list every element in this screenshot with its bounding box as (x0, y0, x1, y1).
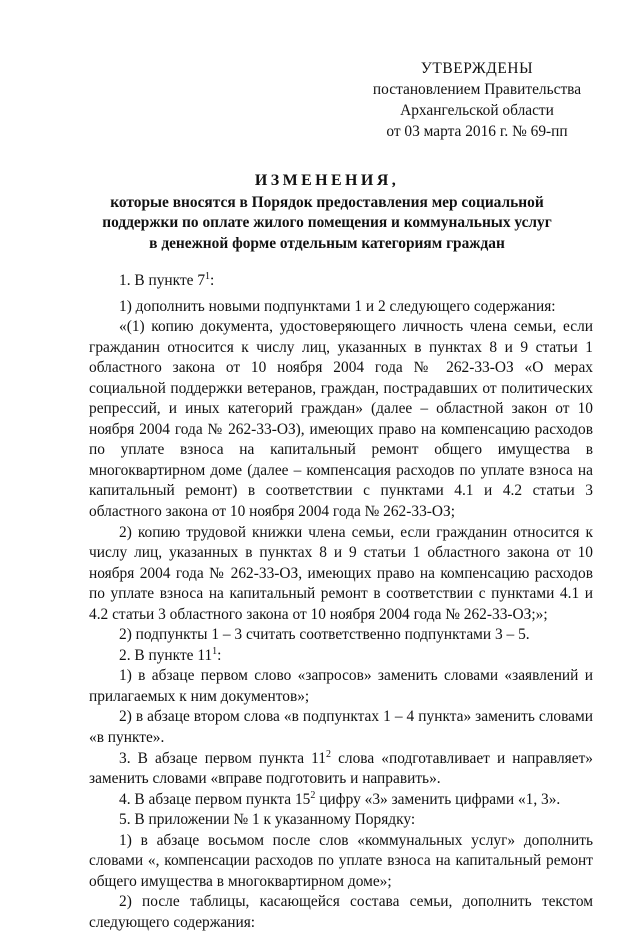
title-main: ИЗМЕНЕНИЯ, (254, 172, 400, 189)
item-2-sup: 1 (212, 645, 218, 657)
document-body (89, 271, 593, 934)
approval-line-1: постановлением Правительства (372, 81, 582, 98)
item-3-after: слова «подготавливает и направляет» заменить словами «вправе подготовить и направить». (89, 749, 594, 788)
item-3 (89, 749, 593, 790)
item-4-after: цифру «3» заменить цифрами «1, 3». (315, 790, 561, 808)
item-2 (89, 646, 593, 667)
item-2-sub-1: 1) в абзаце первом слово «запросов» заменить словами «заявлений и прилагаемых к ним документов»; (89, 667, 593, 705)
item-1-tail: : (210, 272, 215, 289)
item-1 (89, 271, 593, 292)
item-5-sub-2: 2) после таблицы, касающейся состава семьи, дополнить текстом следующего содержания: (89, 893, 593, 931)
item-4 (89, 790, 593, 811)
item-5: 5. В приложении № 1 к указанному Порядку: (119, 811, 416, 829)
approval-line-3: от 03 марта 2016 г. № 69-пп (386, 123, 568, 140)
item-3-sup: 2 (325, 748, 331, 760)
approval-heading: УТВЕРЖДЕНЫ (420, 60, 534, 77)
item-1-sub-2: 2) подпункты 1 – 3 считать соответственно подпунктами 3 – 5. (119, 626, 530, 644)
item-1-quote-1: «(1) копию документа, удостоверяющего личность члена семьи, если гражданин относится к числу лиц, указанных в пунктах 8 и 9 статьи 1 областного закона от 10 ноября 2004 года № 262-33-ОЗ «О мерах социальной поддержки ветеранов, граждан, пострадавших от политических репрессий, и иных категорий граждан» (далее – областной закон от 10 ноября 2004 года № 262-33-ОЗ), имеющих право на компенсацию расходов по уплате взноса на капитальный ремонт общего имущества в многоквартирном доме (далее – компенсация расходов по уплате взноса на капитальный ремонт) в соответствии с пунктами 4.1 и 4.2 статьи 3 областного закона от 10 ноября 2004 года № 262-33-ОЗ; (89, 318, 593, 521)
title-line-2: поддержки по оплате жилого помещения и коммунальных услуг (102, 214, 552, 231)
item-4-sup: 2 (310, 789, 316, 801)
item-3-before: 3. В абзаце первом пункта 11 (119, 749, 326, 767)
item-1-text: 1. В пункте 7 (119, 272, 206, 289)
document-title (70, 171, 584, 254)
item-1-sup: 1 (205, 271, 211, 282)
title-line-1: которые вносятся в Порядок предоставления мер социальной (110, 193, 544, 211)
approval-stamp (368, 58, 586, 142)
item-1-sub-1: 1) дополнить новыми подпунктами 1 и 2 следующего содержания: (119, 297, 556, 315)
title-line-3: в денежной форме отдельным категориям граждан (149, 234, 505, 252)
item-4-before: 4. В абзаце первом пункта 15 (119, 790, 311, 808)
item-5-sub-1: 1) в абзаце восьмом после слов «коммунальных услуг» дополнить словами «, компенсации расходов по уплате взноса на капитальный ремонт общего имущества в многоквартирном доме»; (89, 831, 593, 890)
item-2-sub-2: 2) в абзаце втором слова «в подпунктах 1 – 4 пункта» заменить словами «в пункте». (89, 708, 593, 747)
item-2-text: 2. В пункте 11 (119, 646, 213, 664)
item-1-quote-2: 2) копию трудовой книжки члена семьи, если гражданин относится к числу лиц, указанных в пунктах 8 и 9 статьи 1 областного закона от 10 ноября 2004 года № 262-33-ОЗ, имеющих право на компенсацию расходов по уплате взноса на капитальный ремонт в соответствии с пунктами 4.1 и 4.2 статьи 3 областного закона от 10 ноября 2004 года № 262-33-ОЗ;»; (89, 523, 593, 623)
approval-line-2: Архангельской области (400, 102, 554, 119)
item-2-tail: : (217, 646, 222, 664)
